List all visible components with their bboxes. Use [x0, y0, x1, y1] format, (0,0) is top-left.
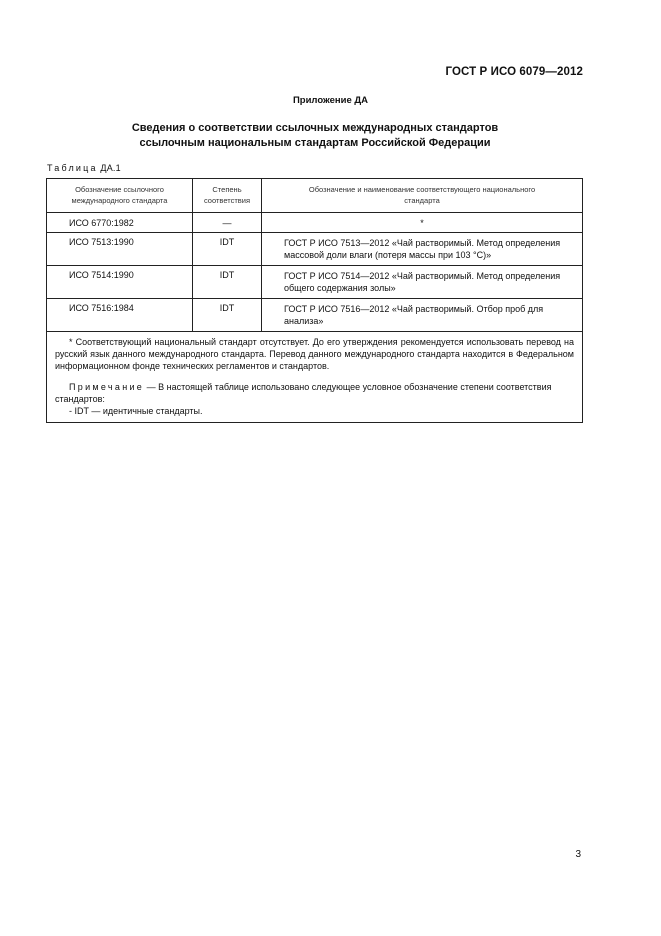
cell-degree: —	[193, 213, 262, 233]
table-footnote: * Соответствующий национальный стандарт отсутствует. До его утверждения рекомендуется использовать перевод на русский язык данного международного стандарта. Перевод данного международного стандарта находится в Федеральном информационном фонде технических регламентов и стандартов.	[55, 337, 574, 371]
column-header-line: стандарта	[404, 195, 440, 205]
table-notes-row	[47, 332, 583, 423]
document-code: ГОСТ Р ИСО 6079—2012	[445, 66, 583, 78]
column-header-line: соответствия	[203, 195, 251, 205]
column-header-degree	[193, 179, 262, 213]
column-header-line: Обозначение ссылочного	[75, 185, 164, 194]
note-word: Примечание	[69, 382, 145, 392]
cell-reference: ИСО 7513:1990	[47, 233, 193, 266]
column-header-line: Обозначение и наименование соответствующего национального	[308, 185, 536, 194]
cell-national: ГОСТ Р ИСО 7516—2012 «Чай растворимый. Отбор проб для анализа»	[262, 299, 583, 332]
column-header-line: международного стандарта	[71, 195, 168, 205]
section-title	[0, 121, 630, 151]
cell-reference: ИСО 7514:1990	[47, 266, 193, 299]
table-label	[47, 163, 121, 173]
cell-national: ГОСТ Р ИСО 7513—2012 «Чай растворимый. Метод определения массовой доли влаги (потеря массы при 103 °С)»	[262, 233, 583, 266]
table-row	[47, 233, 583, 266]
note-text: — В настоящей таблице использовано следующее условное обозначение степени соответствия стандартов:	[55, 382, 552, 404]
cell-national: ГОСТ Р ИСО 7514—2012 «Чай растворимый. Метод определения общего содержания золы»	[262, 266, 583, 299]
cell-degree: IDT	[193, 233, 262, 266]
table-label-number: ДА.1	[100, 163, 121, 173]
table-notes	[47, 332, 583, 423]
title-line-2: ссылочным национальным стандартам Российской Федерации	[139, 137, 491, 149]
cell-reference: ИСО 6770:1982	[47, 213, 193, 233]
table-row	[47, 213, 583, 233]
column-header-national	[262, 179, 583, 213]
table-row	[47, 299, 583, 332]
page-number: 3	[575, 849, 581, 860]
table-note	[55, 381, 574, 405]
table-row	[47, 266, 583, 299]
cell-degree: IDT	[193, 266, 262, 299]
table-label-word: Таблица	[47, 163, 98, 173]
cell-degree: IDT	[193, 299, 262, 332]
correspondence-table	[46, 178, 583, 423]
cell-national: *	[262, 213, 583, 233]
appendix-label: Приложение ДА	[292, 95, 369, 106]
table-header-row	[47, 179, 583, 213]
column-header-line: Степень	[212, 185, 242, 194]
note-item: - IDT — идентичные стандарты.	[69, 406, 203, 416]
column-header-reference	[47, 179, 193, 213]
title-line-1: Сведения о соответствии ссылочных международных стандартов	[131, 122, 499, 134]
cell-reference: ИСО 7516:1984	[47, 299, 193, 332]
